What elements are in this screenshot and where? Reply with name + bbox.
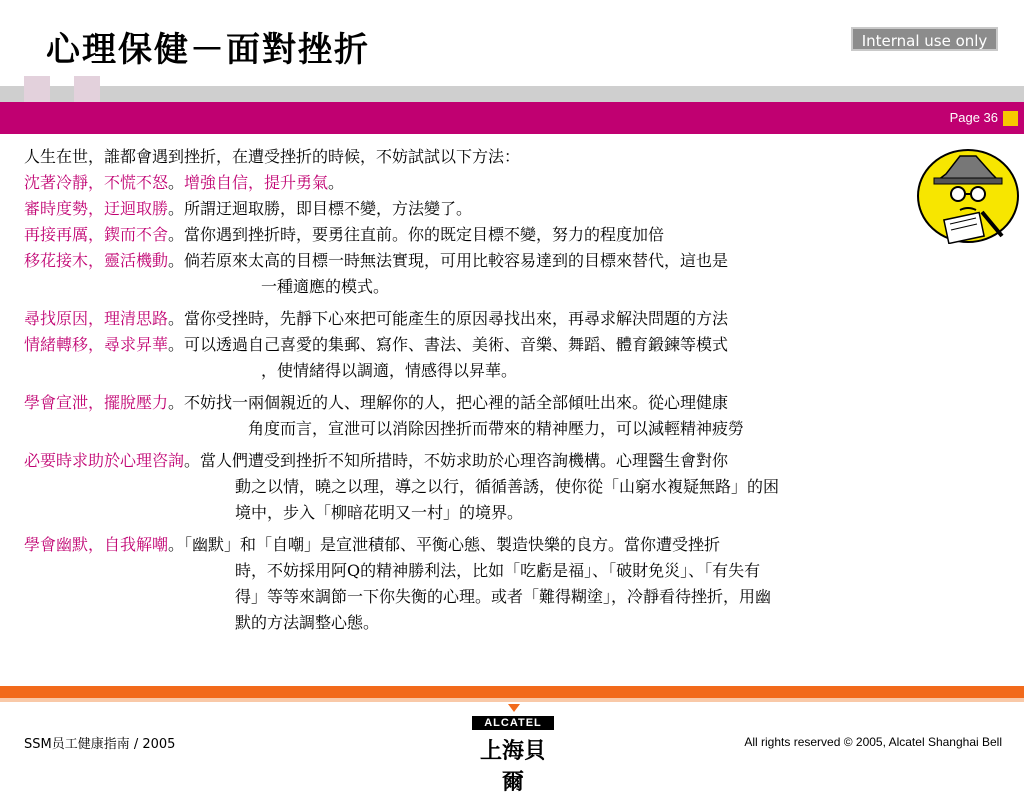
- list-item: [24, 448, 1024, 474]
- footer-guide-label: SSM员工健康指南 / 2005: [24, 737, 176, 752]
- item-body: 。所謂迂迴取勝，即目標不變，方法變了。: [168, 199, 473, 218]
- list-item: [24, 248, 1024, 274]
- item-continuation: 境中，步入「柳暗花明又一村」的境界。: [235, 503, 524, 522]
- content-area: [24, 144, 1024, 636]
- list-item: [24, 306, 1024, 332]
- item-body: 。當你遇到挫折時，要勇往直前。你的既定目標不變，努力的程度加倍: [168, 225, 665, 244]
- header-grey-band: [0, 86, 1024, 102]
- item-lead: 尋找原因，理清思路: [24, 309, 169, 328]
- item-body: 。「幽默」和「自嘲」是宣泄積郁、平衡心態、製造快樂的良方。當你遭受挫折: [168, 535, 721, 554]
- list-item: [24, 332, 1024, 358]
- alcatel-logo: [472, 702, 554, 795]
- logo-triangle-icon: [508, 704, 520, 712]
- item-continuation: 默的方法調整心態。: [235, 613, 380, 632]
- page-number: Page 36: [949, 110, 998, 125]
- internal-use-badge: Internal use only: [851, 27, 998, 51]
- page-title: 心理保健－面對挫折: [46, 30, 370, 70]
- item-continuation: 得」等等來調節一下你失衡的心理。或者「難得糊塗」，冷靜看待挫折，用幽: [235, 587, 772, 606]
- item-lead: 審時度勢，迂迴取勝: [24, 199, 169, 218]
- item-continuation: 角度而言，宣泄可以消除因挫折而帶來的精神壓力，可以減輕精神疲勞: [248, 419, 745, 438]
- item-body: 。當人們遭受到挫折不知所措時，不妨求助於心理咨詢機構。心理醫生會對你: [184, 451, 729, 470]
- logo-wordmark: ALCATEL: [472, 716, 554, 730]
- item-body: 。可以透過自己喜愛的集郵、寫作、書法、美術、音樂、舞蹈、體育鍛鍊等模式: [168, 335, 729, 354]
- item-lead-extra: 增強自信，提升勇氣: [184, 173, 329, 192]
- item-lead: 必要時求助於心理咨詢: [24, 451, 185, 470]
- item-lead: 學會宣泄，擺脫壓力: [24, 393, 169, 412]
- header-square-1: [24, 76, 50, 102]
- item-body: 。不妨找一兩個親近的人、理解你的人，把心裡的話全部傾吐出來。從心理健康: [168, 393, 729, 412]
- list-item: [24, 222, 1024, 248]
- item-continuation: ，使情緒得以調適，情感得以昇華。: [261, 361, 518, 380]
- item-lead: 再接再厲，鍥而不舍: [24, 225, 169, 244]
- list-item: [24, 532, 1024, 558]
- item-lead: 沈著冷靜，不慌不怒: [24, 173, 169, 192]
- list-item: [24, 170, 1024, 196]
- footer-orange-bar: [0, 686, 1024, 698]
- footer-copyright: All rights reserved © 2005, Alcatel Shanghai Bell: [744, 735, 1002, 749]
- header-square-2: [74, 76, 100, 102]
- item-continuation: 動之以情，曉之以理，導之以行，循循善誘，使你從「山窮水複疑無路」的困: [235, 477, 780, 496]
- item-continuation: 一種適應的模式。: [261, 277, 390, 296]
- list-item: [24, 390, 1024, 416]
- intro-text: 人生在世，誰都會遇到挫折，在遭受挫折的時候，不妨試試以下方法：: [24, 147, 521, 166]
- item-body: 。當你受挫時，先靜下心來把可能產生的原因尋找出來，再尋求解決問題的方法: [168, 309, 729, 328]
- list-item: [24, 196, 1024, 222]
- item-lead: 移花接木，靈活機動: [24, 251, 169, 270]
- item-body-extra: 。: [328, 173, 345, 192]
- item-lead: 情緒轉移，尋求昇華: [24, 335, 169, 354]
- item-lead: 學會幽默，自我解嘲: [24, 535, 169, 554]
- logo-chinese: 上海貝爾: [479, 738, 546, 795]
- page-marker-square: [1003, 111, 1018, 126]
- header-magenta-bar: [0, 102, 1024, 134]
- item-continuation: 時，不妨採用阿Q的精神勝利法，比如「吃虧是福」、「破財免災」、「有失有: [235, 561, 761, 580]
- item-body: 。倘若原來太高的目標一時無法實現，可用比較容易達到的目標來替代，這也是: [168, 251, 729, 270]
- item-body: 。: [168, 173, 185, 192]
